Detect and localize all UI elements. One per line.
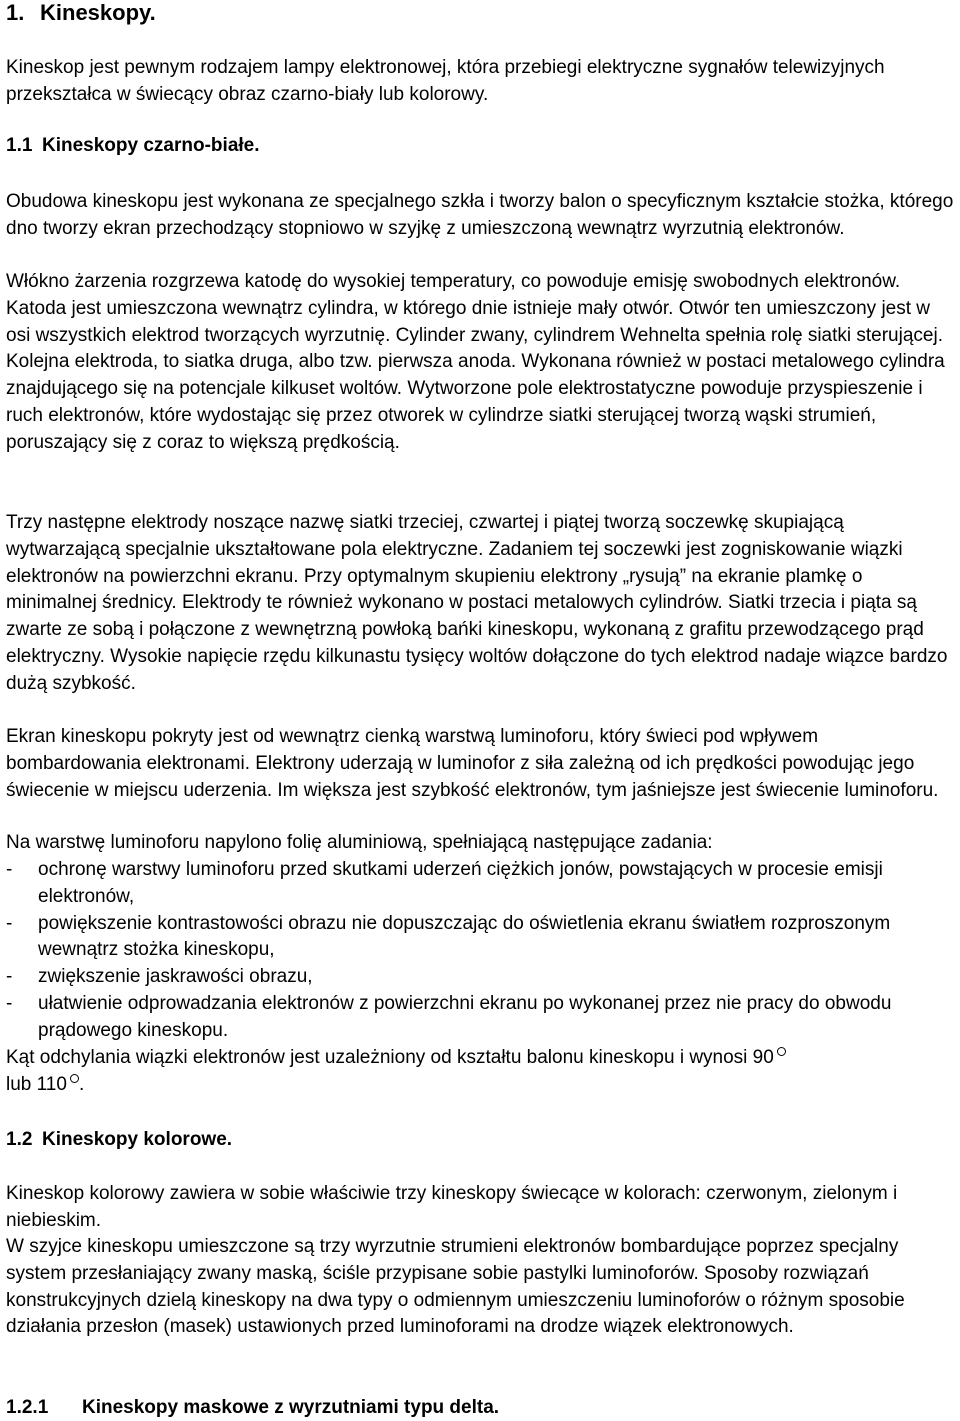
paragraph-szyjka: W szyjce kineskopu umieszczone są trzy wyrzutnie strumieni elektronów bombardujące poprzez specjalny system przesłaniający zwany maską, ściśle przypisane sobie pastylki luminoforów. Sposoby rozwiązań konstrukcyjnych dzielą kineskopy na dwa typy o odmiennym umieszczeniu luminoforów o różnym sposobie działania przesłon (masek) ustawionych przed luminoforami na drodze wiązek elektronowych.: [6, 1236, 905, 1338]
paragraph-kat-odchylania: [6, 1045, 956, 1099]
list-item: [6, 857, 956, 911]
paragraph-wlokno: Włókno żarzenia rozgrzewa katodę do wysokiej temperatury, co powoduje emisję swobodnych elektronów. Katoda jest umieszczona wewnątrz cylindra, w którego dnie istnieje mały otwór. Otwór ten umieszczony jest w osi wszystkich elektrod tworzących wyrzutnię. Cylinder zwany, cylindrem Wehnelta spełnia rolę siatki sterującej. Kolejna elektroda, to siatka druga, albo tzw. pierwsza anoda. Wykonana również w postaci metalowego cylindra znajdującego się na potencjale kilkuset woltów. Wytworzone pole elektrostatyczne powoduje przyspieszenie i ruch elektronów, które wydostając się przez otworek w cylindrze siatki sterującej tworzą wąski strumień, poruszający się z coraz to większą prędkością.: [6, 271, 945, 453]
section-number: 1.: [6, 0, 25, 25]
section-1-heading: [6, 0, 156, 26]
dash-marker: -: [6, 992, 13, 1014]
list-item-text: powiększenie kontrastowości obrazu nie dopuszczając do oświetlenia ekranu światłem rozproszonym wewnątrz stożka kineskopu,: [38, 912, 891, 961]
degree-symbol-icon: [70, 1074, 79, 1083]
list-item: [6, 991, 956, 1045]
text-fragment: lub 110: [6, 1073, 67, 1095]
paragraph-obudowa: Obudowa kineskopu jest wykonana ze specjalnego szkła i tworzy balon o specyficznym kształcie stożka, którego dno tworzy ekran przechodzący stopniowo w szyjkę z umieszczoną wewnątrz wyrzutnią elektronów.: [6, 191, 954, 239]
list-item-text: ochronę warstwy luminoforu przed skutkami uderzeń ciężkich jonów, powstających w procesie emisji elektronów,: [38, 859, 883, 907]
list-item-text: zwiększenie jaskrawości obrazu,: [38, 966, 313, 988]
section-1-1-heading: [6, 133, 260, 159]
section-number: 1.2: [6, 1129, 33, 1150]
section-title: Kineskopy maskowe z wyrzutniami typu delta.: [82, 1397, 500, 1418]
degree-symbol-icon: [777, 1047, 786, 1056]
text-fragment: Kąt odchylania wiązki elektronów jest uzależniony od kształtu balonu kineskopu i wynosi 90: [6, 1047, 774, 1068]
dash-marker: -: [6, 859, 13, 880]
section-1-2-1-heading: [6, 1395, 499, 1421]
paragraph-elektrody: Trzy następne elektrody noszące nazwę siatki trzeciej, czwartej i piątej tworzą soczewkę skupiającą wytwarzającą specjalnie ukształtowane pola elektryczne. Zadaniem tej soczewki jest zogniskowanie wiązki elektronów na powierzchni ekranu. Przy optymalnym skupieniu elektrony „rysują” na ekranie plamkę o minimalnej średnicy. Elektrody te również wykonano w postaci metalowych cylindrów. Siatki trzecia i piąta są zwarte ze sobą i połączone z wewnętrzną powłoką bańki kineskopu, wykonaną z grafitu przewodzącego prąd elektryczny. Wysokie napięcie rzędu kilkunastu tysięcy woltów dołączone do tych elektrod nadaje wiązce bardzo dużą szybkość.: [6, 512, 948, 694]
list-item: [6, 911, 956, 965]
section-title: Kineskopy czarno-białe.: [42, 135, 260, 156]
paragraph-ekran: Ekran kineskopu pokryty jest od wewnątrz cienką warstwą luminoforu, który świeci pod wpływem bombardowania elektronami. Elektrony uderzają w luminofor z siła zależną od ich prędkości powodując jego świecenie w miejscu uderzenia. Im większa jest szybkość elektronów, tym jaśniejsze jest świecenie luminoforu.: [6, 726, 939, 801]
paragraph-folia: Na warstwę luminoforu napylono folię aluminiową, spełniającą następujące zadania:: [6, 832, 713, 853]
dash-marker: -: [6, 912, 13, 934]
section-number: 1.1: [6, 135, 33, 156]
section-title: Kineskopy.: [40, 0, 156, 25]
list-item-text: ułatwienie odprowadzania elektronów z powierzchni ekranu po wykonanej przez nie pracy do obwodu prądowego kineskopu.: [38, 992, 892, 1041]
section-title: Kineskopy kolorowe.: [42, 1129, 233, 1150]
folia-tasks-list: [6, 857, 956, 1045]
text-fragment: .: [78, 1073, 85, 1095]
dash-marker: -: [6, 966, 13, 988]
section-number: 1.2.1: [6, 1397, 49, 1418]
intro-paragraph: Kineskop jest pewnym rodzajem lampy elektronowej, która przebiegi elektryczne sygnałów telewizyjnych przekształca w świecący obraz czarno-biały lub kolorowy.: [6, 57, 885, 105]
section-1-2-heading: [6, 1127, 232, 1153]
paragraph-kolorowy: Kineskop kolorowy zawiera w sobie właściwie trzy kineskopy świecące w kolorach: czerwonym, zielonym i niebieskim.: [6, 1183, 898, 1231]
list-item: [6, 964, 956, 991]
